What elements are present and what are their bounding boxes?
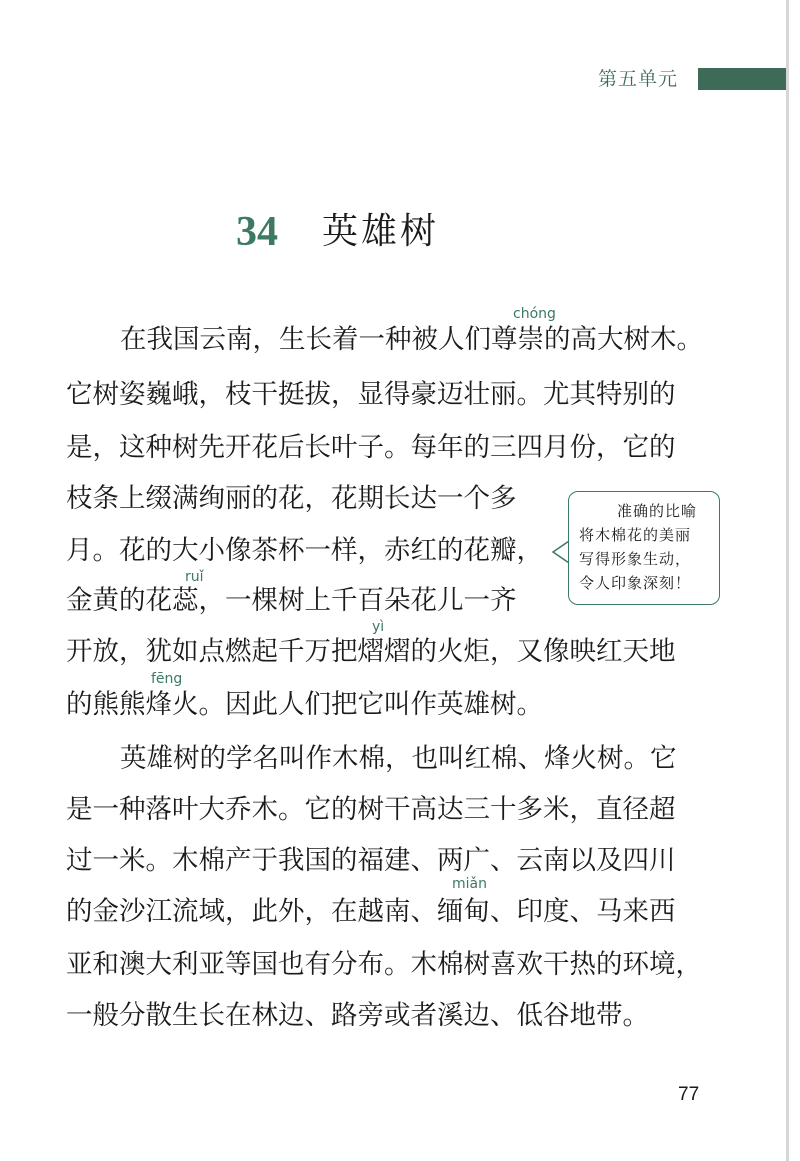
side-note-line: 写得形象生动， [579,550,692,568]
pinyin-chong: chóng [513,306,556,322]
side-note-bubble [568,491,720,605]
side-note-line: 将木棉花的美丽 [579,526,692,544]
page-number: 77 [678,1084,700,1105]
pinyin-feng: fēng [151,671,183,687]
body-line: 过一米。木棉产于我国的福建、两广、云南以及四川 [66,845,676,876]
body-line: 一般分散生长在林边、路旁或者溪边、低谷地带。 [66,1000,649,1031]
body-line: 在我国云南，生长着一种被人们尊崇的高大树木。 [120,324,703,355]
body-line: 开放，犹如点燃起千万把熠熠的火炬，又像映红天地 [66,636,676,667]
body-line: 英雄树的学名叫作木棉，也叫红棉、烽火树。它 [120,743,677,774]
lesson-title: 英雄树 [322,211,440,252]
body-line: 枝条上缀满绚丽的花，花期长达一个多 [66,483,517,514]
body-line: 亚和澳大利亚等国也有分布。木棉树喜欢干热的环境， [66,949,702,980]
unit-color-bar [698,68,786,90]
body-line: 的熊熊烽火。因此人们把它叫作英雄树。 [66,689,543,720]
page-edge [786,0,789,1161]
body-line: 是一种落叶大乔木。它的树干高达三十多米，直径超 [66,794,676,825]
lesson-number: 34 [236,209,278,255]
body-line: 金黄的花蕊，一棵树上千百朵花儿一齐 [66,585,517,616]
pinyin-mian: miǎn [452,876,487,892]
side-note-line: 令人印象深刻！ [579,574,692,592]
side-note-line: 准确的比喻 [617,502,698,520]
pinyin-rui: ruǐ [185,569,204,585]
pinyin-yi: yì [372,619,385,635]
body-line: 的金沙江流域，此外，在越南、缅甸、印度、马来西 [66,896,676,927]
unit-label: 第五单元 [598,68,679,90]
body-line: 月。花的大小像茶杯一样，赤红的花瓣， [66,535,543,566]
body-line: 它树姿巍峨，枝干挺拔，显得豪迈壮丽。尤其特别的 [66,379,676,410]
body-line: 是，这种树先开花后长叶子。每年的三四月份，它的 [66,432,676,463]
